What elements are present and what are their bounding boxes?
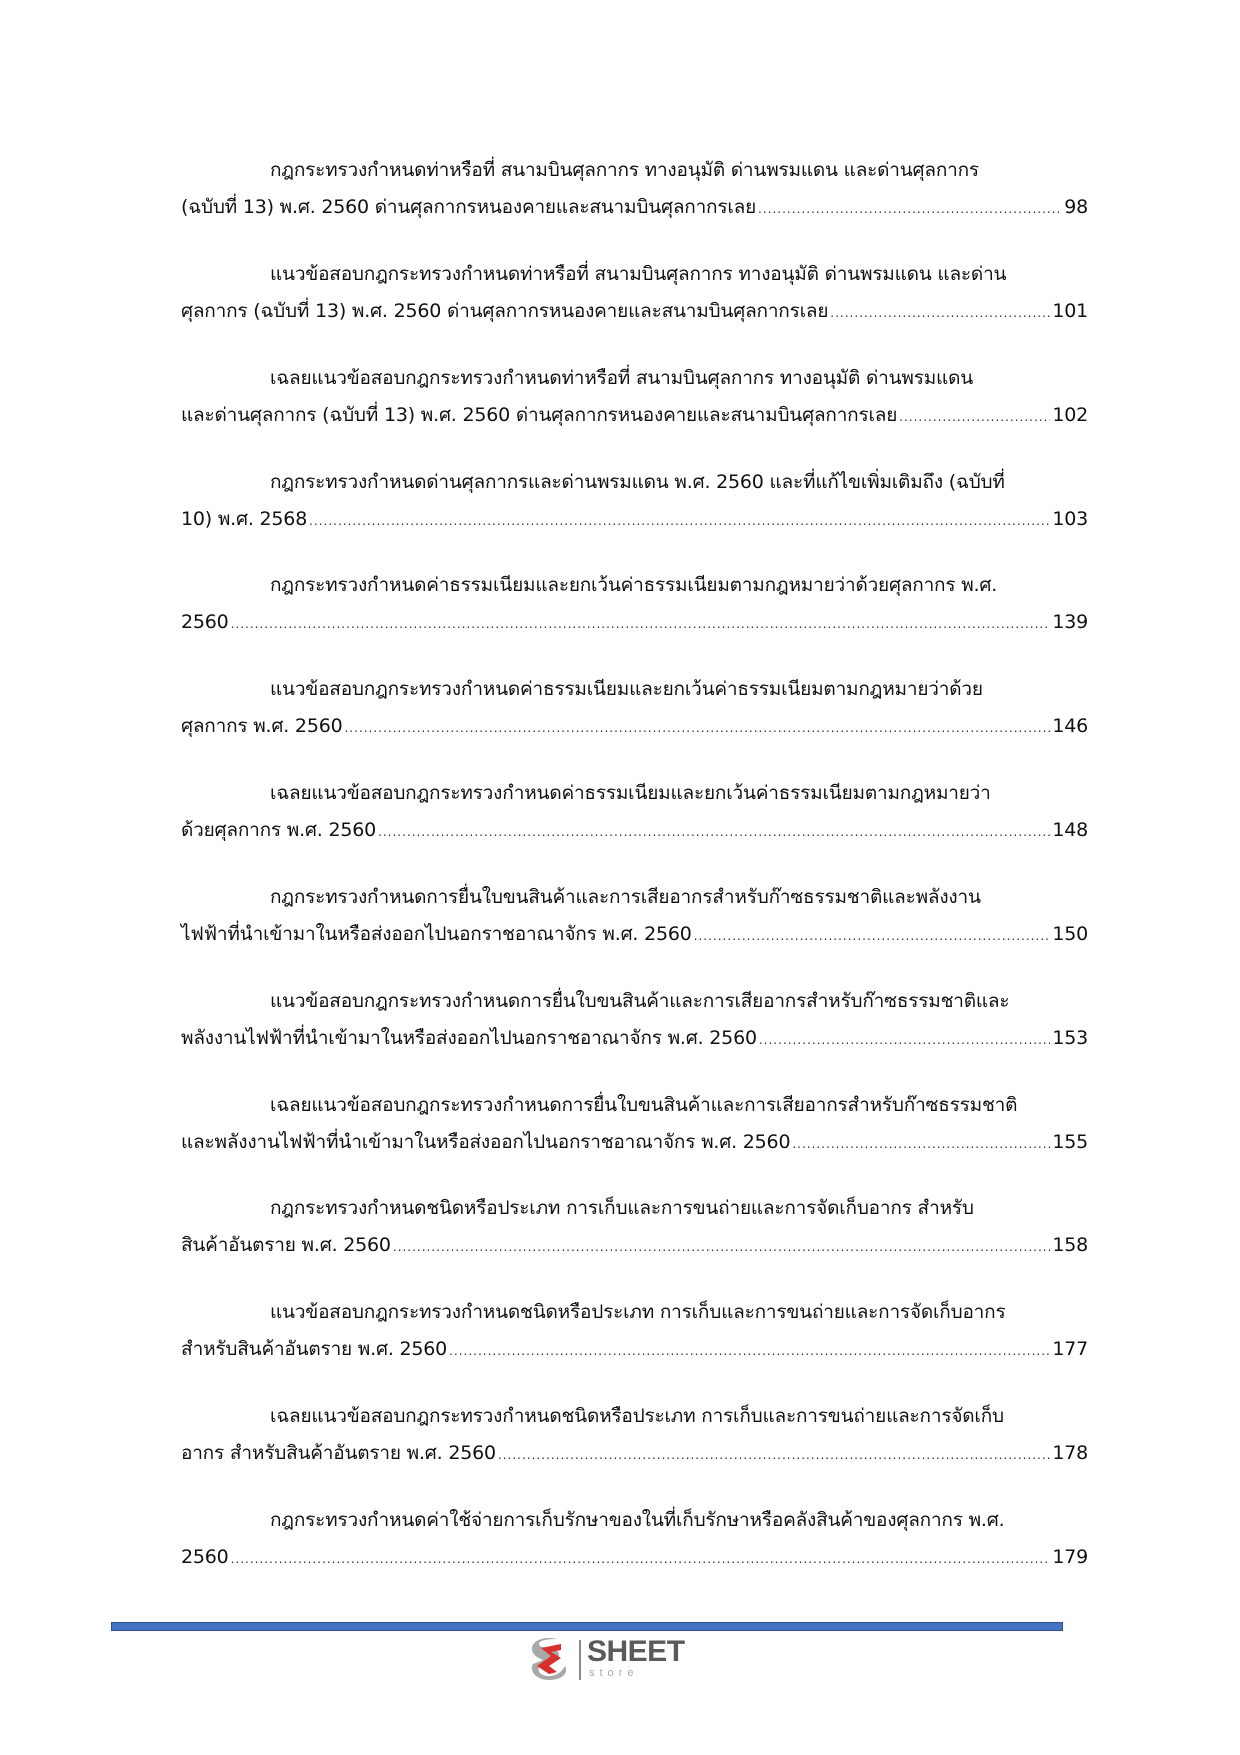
toc-entry[interactable] (181, 775, 1088, 855)
toc-entry[interactable] (181, 1190, 1088, 1270)
toc-entry-title-cont: สำหรับสินค้าอันตราย พ.ศ. 2560 (181, 1338, 448, 1360)
toc-entry-title-cont: สินค้าอันตราย พ.ศ. 2560 (181, 1234, 391, 1256)
toc-entry-title-cont: ด้วยศุลกากร พ.ศ. 2560 (181, 819, 377, 841)
logo-wordmark: SHEET (587, 1635, 685, 1668)
toc-entry[interactable] (181, 1087, 1088, 1167)
footer-rule (111, 1622, 1063, 1631)
logo-divider (579, 1640, 581, 1680)
toc-page-number: 153 (1052, 1027, 1088, 1049)
toc-entry[interactable] (181, 1398, 1088, 1478)
dot-leader (231, 606, 1051, 642)
dot-leader (792, 1126, 1050, 1162)
toc-entry[interactable] (181, 983, 1088, 1063)
toc-entry[interactable] (181, 671, 1088, 751)
sheet-store-logo (527, 1636, 687, 1684)
toc-entry-title-cont: ศุลกากร พ.ศ. 2560 (181, 715, 343, 737)
toc-entry-title: กฎกระทรวงกำหนดท่าหรือที่ สนามบินศุลกากร ทางอนุมัติ ด่านพรมแดน และด่านศุลกากร (270, 159, 979, 181)
toc-entry-title: กฎกระทรวงกำหนดชนิดหรือประเภท การเก็บและการขนถ่ายและการจัดเก็บอากร สำหรับ (270, 1197, 974, 1219)
dot-leader (830, 295, 1050, 331)
toc-page-number: 148 (1052, 819, 1088, 841)
toc-entry-title: กฎกระทรวงกำหนดค่าใช้จ่ายการเก็บรักษาของในที่เก็บรักษาหรือคลังสินค้าของศุลกากร พ.ศ. (270, 1509, 1005, 1531)
toc-page-number: 150 (1052, 923, 1088, 945)
toc-page-number: 103 (1052, 508, 1088, 530)
toc-entry-title-cont: (ฉบับที่ 13) พ.ศ. 2560 ด่านศุลกากรหนองคายและสนามบินศุลกากรเลย (181, 196, 757, 218)
toc-entry[interactable] (181, 1502, 1088, 1582)
toc-entry-title-cont: และด่านศุลกากร (ฉบับที่ 13) พ.ศ. 2560 ด่านศุลกากรหนองคายและสนามบินศุลกากรเลย (181, 404, 898, 426)
dot-leader (759, 1022, 1050, 1058)
toc-entry-title-cont: พลังงานไฟฟ้าที่นำเข้ามาในหรือส่งออกไปนอกราชอาณาจักร พ.ศ. 2560 (181, 1027, 757, 1049)
dot-leader (449, 1333, 1050, 1369)
toc-entry-title: กฎกระทรวงกำหนดค่าธรรมเนียมและยกเว้นค่าธรรมเนียมตามกฎหมายว่าด้วยศุลกากร พ.ศ. (270, 574, 998, 596)
toc-entry-title: แนวข้อสอบกฎกระทรวงกำหนดชนิดหรือประเภท การเก็บและการขนถ่ายและการจัดเก็บอากร (270, 1301, 1006, 1323)
dot-leader (378, 814, 1050, 850)
toc-page-number: 158 (1052, 1234, 1088, 1256)
toc-page-number: 155 (1052, 1131, 1088, 1153)
toc-entry[interactable] (181, 879, 1088, 959)
toc-entry[interactable] (181, 567, 1088, 647)
toc-page-number: 102 (1052, 404, 1088, 426)
toc-entry[interactable] (181, 256, 1088, 336)
toc-page-number: 177 (1052, 1338, 1088, 1360)
toc-entry[interactable] (181, 464, 1088, 544)
toc-page-number: 146 (1052, 715, 1088, 737)
logo-subtitle: store (589, 1667, 639, 1679)
toc-entry[interactable] (181, 360, 1088, 440)
toc-entry-title: เฉลยแนวข้อสอบกฎกระทรวงกำหนดท่าหรือที่ สนามบินศุลกากร ทางอนุมัติ ด่านพรมแดน (270, 367, 974, 389)
toc-entry-title: แนวข้อสอบกฎกระทรวงกำหนดค่าธรรมเนียมและยกเว้นค่าธรรมเนียมตามกฎหมายว่าด้วย (270, 678, 983, 700)
dot-leader (758, 191, 1062, 227)
toc-entry-title-cont: 2560 (181, 1546, 229, 1568)
toc-entry-title: แนวข้อสอบกฎกระทรวงกำหนดการยื่นใบขนสินค้าและการเสียอากรสำหรับก๊าซธรรมชาติและ (270, 990, 1010, 1012)
toc-page-number: 101 (1052, 300, 1088, 322)
toc-entry[interactable] (181, 1294, 1088, 1374)
toc-entry-title-cont: ไฟฟ้าที่นำเข้ามาในหรือส่งออกไปนอกราชอาณาจักร พ.ศ. 2560 (181, 923, 692, 945)
sheet-store-s-logo-icon (527, 1636, 571, 1682)
toc-page-number: 139 (1052, 611, 1088, 633)
dot-leader (498, 1437, 1050, 1473)
dot-leader (393, 1229, 1051, 1265)
toc-page-number: 98 (1064, 196, 1088, 218)
dot-leader (694, 918, 1051, 954)
dot-leader (899, 399, 1050, 435)
toc-entry-title: กฎกระทรวงกำหนดด่านศุลกากรและด่านพรมแดน พ.ศ. 2560 และที่แก้ไขเพิ่มเติมถึง (ฉบับที่ (270, 471, 1005, 493)
toc-entry-title: กฎกระทรวงกำหนดการยื่นใบขนสินค้าและการเสียอากรสำหรับก๊าซธรรมชาติและพลังงาน (270, 886, 981, 908)
dot-leader (231, 1541, 1051, 1577)
toc-page-number: 179 (1052, 1546, 1088, 1568)
toc-entry-title: เฉลยแนวข้อสอบกฎกระทรวงกำหนดการยื่นใบขนสินค้าและการเสียอากรสำหรับก๊าซธรรมชาติ (270, 1094, 1018, 1116)
dot-leader (309, 503, 1050, 539)
toc-entry-title: เฉลยแนวข้อสอบกฎกระทรวงกำหนดชนิดหรือประเภท การเก็บและการขนถ่ายและการจัดเก็บ (270, 1405, 1004, 1427)
toc-entry-title-cont: ศุลกากร (ฉบับที่ 13) พ.ศ. 2560 ด่านศุลกากรหนองคายและสนามบินศุลกากรเลย (181, 300, 829, 322)
toc-entry-title-cont: 10) พ.ศ. 2568 (181, 508, 308, 530)
toc-entry-title: แนวข้อสอบกฎกระทรวงกำหนดท่าหรือที่ สนามบินศุลกากร ทางอนุมัติ ด่านพรมแดน และด่าน (270, 263, 1007, 285)
toc-entry-title-cont: และพลังงานไฟฟ้าที่นำเข้ามาในหรือส่งออกไปนอกราชอาณาจักร พ.ศ. 2560 (181, 1131, 791, 1153)
toc-page-number: 178 (1052, 1442, 1088, 1464)
toc-entry[interactable] (181, 152, 1088, 232)
toc-entry-title: เฉลยแนวข้อสอบกฎกระทรวงกำหนดค่าธรรมเนียมและยกเว้นค่าธรรมเนียมตามกฎหมายว่า (270, 782, 991, 804)
toc-entry-title-cont: 2560 (181, 611, 229, 633)
dot-leader (344, 710, 1050, 746)
toc-entry-title-cont: อากร สำหรับสินค้าอันตราย พ.ศ. 2560 (181, 1442, 496, 1464)
